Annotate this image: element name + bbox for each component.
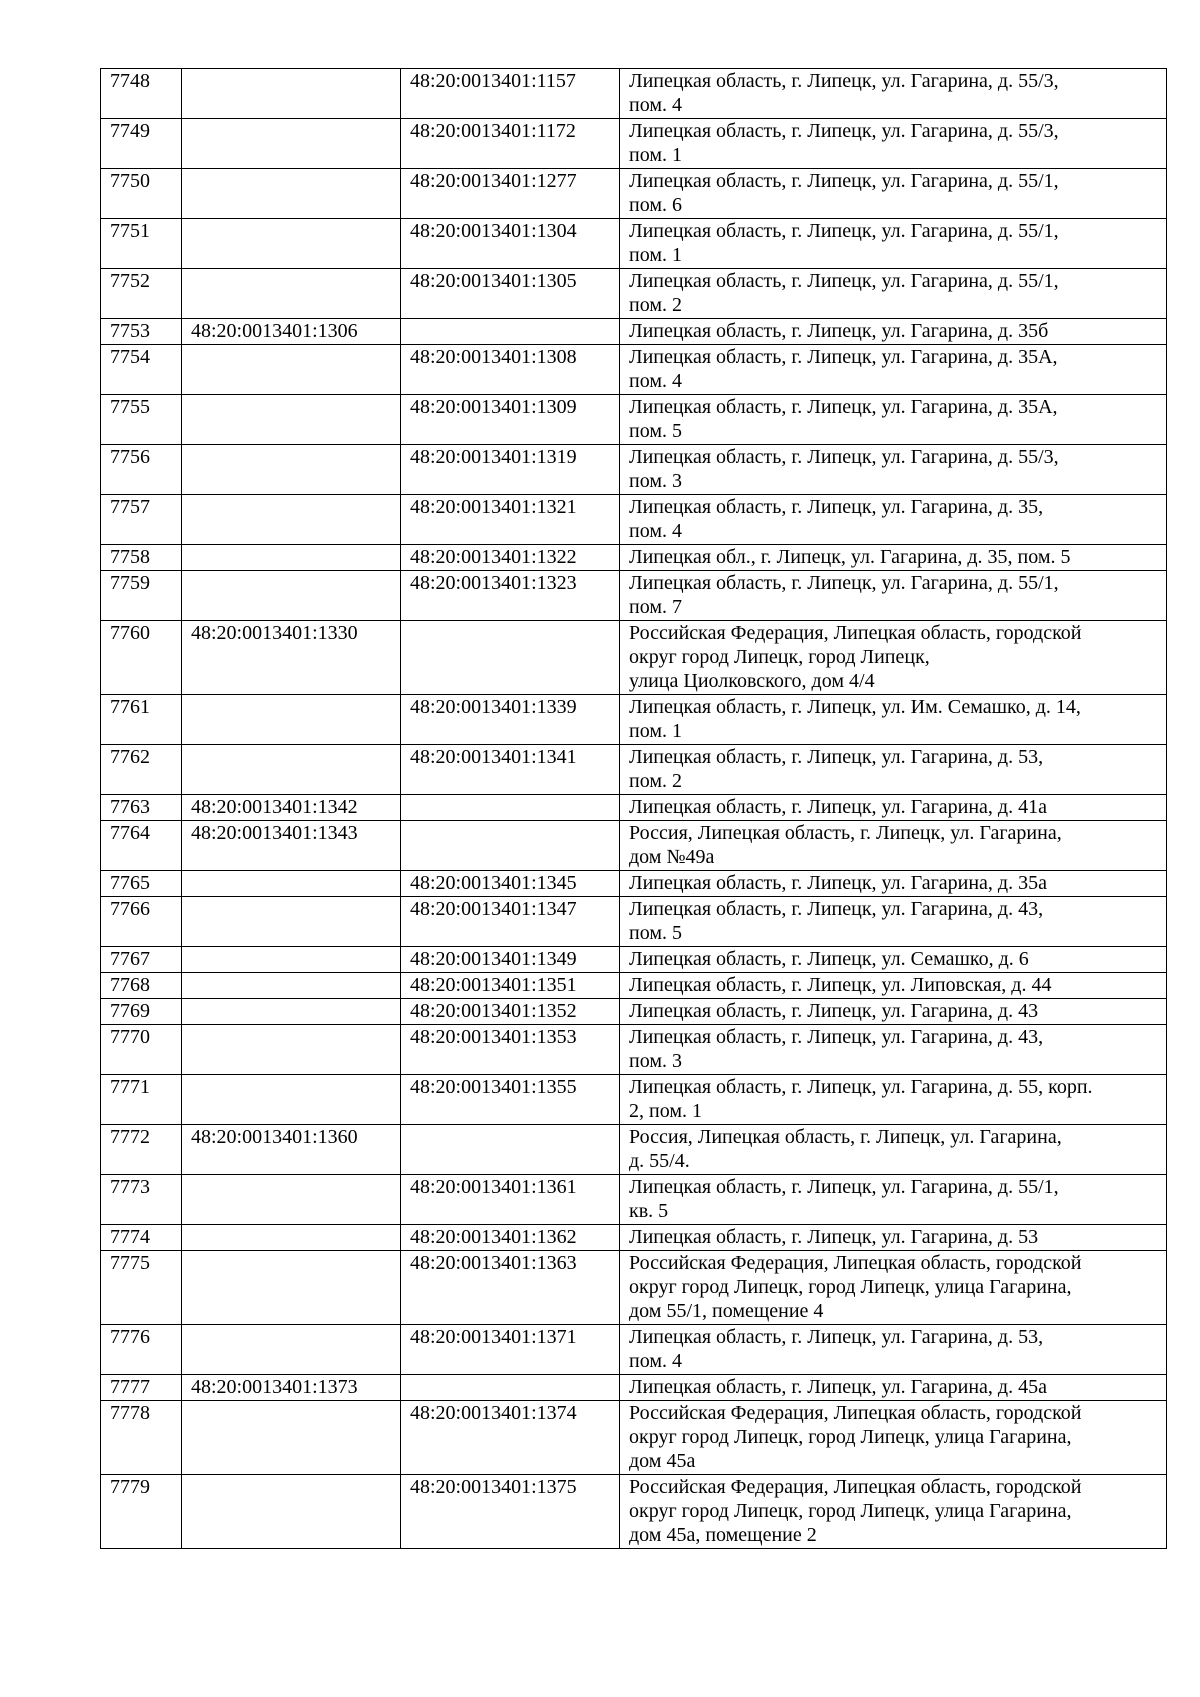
object-cadastral-number-cell: 48:20:0013401:1157 [401,69,620,119]
address-cell: Россия, Липецкая область, г. Липецк, ул. Гагарина, д. 55/4. [620,1125,1167,1175]
object-cadastral-number-cell: 48:20:0013401:1277 [401,169,620,219]
row-number-cell: 7760 [101,621,182,695]
table-row [101,269,1167,319]
object-cadastral-number-cell: 48:20:0013401:1353 [401,1025,620,1075]
table-row [101,1125,1167,1175]
row-number-cell: 7769 [101,999,182,1025]
table-row [101,821,1167,871]
row-number-cell: 7766 [101,897,182,947]
table-row [101,947,1167,973]
row-number-cell: 7775 [101,1251,182,1325]
object-cadastral-number-cell: 48:20:0013401:1362 [401,1225,620,1251]
land-cadastral-number-cell [182,571,401,621]
row-number-cell: 7772 [101,1125,182,1175]
table-row [101,69,1167,119]
land-cadastral-number-cell [182,1025,401,1075]
row-number-cell: 7767 [101,947,182,973]
table-row [101,621,1167,695]
row-number-cell: 7761 [101,695,182,745]
land-cadastral-number-cell [182,973,401,999]
object-cadastral-number-cell: 48:20:0013401:1304 [401,219,620,269]
object-cadastral-number-cell: 48:20:0013401:1355 [401,1075,620,1125]
address-cell: Липецкая область, г. Липецк, ул. Гагарина, д. 41а [620,795,1167,821]
land-cadastral-number-cell [182,1225,401,1251]
land-cadastral-number-cell [182,999,401,1025]
row-number-cell: 7751 [101,219,182,269]
object-cadastral-number-cell: 48:20:0013401:1322 [401,545,620,571]
row-number-cell: 7754 [101,345,182,395]
address-cell: Липецкая область, г. Липецк, ул. Семашко, д. 6 [620,947,1167,973]
address-cell: Российская Федерация, Липецкая область, городской округ город Липецк, город Липецк, улица Гагарина, дом 55/1, помещение 4 [620,1251,1167,1325]
address-cell: Липецкая область, г. Липецк, ул. Гагарина, д. 53, пом. 4 [620,1325,1167,1375]
land-cadastral-number-cell [182,897,401,947]
row-number-cell: 7779 [101,1475,182,1549]
row-number-cell: 7778 [101,1401,182,1475]
address-cell: Липецкая область, г. Липецк, ул. Гагарина, д. 55/1, пом. 7 [620,571,1167,621]
row-number-cell: 7768 [101,973,182,999]
land-cadastral-number-cell [182,269,401,319]
row-number-cell: 7773 [101,1175,182,1225]
table-row [101,571,1167,621]
row-number-cell: 7765 [101,871,182,897]
land-cadastral-number-cell [182,1175,401,1225]
address-cell: Липецкая область, г. Липецк, ул. Гагарина, д. 55/3, пом. 3 [620,445,1167,495]
row-number-cell: 7771 [101,1075,182,1125]
object-cadastral-number-cell: 48:20:0013401:1308 [401,345,620,395]
table-row [101,545,1167,571]
land-cadastral-number-cell [182,219,401,269]
address-cell: Липецкая область, г. Липецк, ул. Гагарина, д. 55/1, кв. 5 [620,1175,1167,1225]
object-cadastral-number-cell: 48:20:0013401:1363 [401,1251,620,1325]
address-cell: Липецкая область, г. Липецк, ул. Им. Семашко, д. 14, пом. 1 [620,695,1167,745]
land-cadastral-number-cell [182,445,401,495]
land-cadastral-number-cell [182,745,401,795]
table-row [101,119,1167,169]
table-row [101,319,1167,345]
table-row [101,897,1167,947]
object-cadastral-number-cell: 48:20:0013401:1351 [401,973,620,999]
address-cell: Российская Федерация, Липецкая область, городской округ город Липецк, город Липецк, улица Гагарина, дом 45а, помещение 2 [620,1475,1167,1549]
address-cell: Липецкая область, г. Липецк, ул. Гагарина, д. 55, корп. 2, пом. 1 [620,1075,1167,1125]
object-cadastral-number-cell: 48:20:0013401:1319 [401,445,620,495]
table-row [101,999,1167,1025]
object-cadastral-number-cell: 48:20:0013401:1341 [401,745,620,795]
address-cell: Липецкая область, г. Липецк, ул. Гагарина, д. 35а [620,871,1167,897]
address-cell: Липецкая область, г. Липецк, ул. Гагарина, д. 35б [620,319,1167,345]
land-cadastral-number-cell [182,169,401,219]
table-row [101,1475,1167,1549]
table-row [101,395,1167,445]
land-cadastral-number-cell [182,495,401,545]
object-cadastral-number-cell: 48:20:0013401:1361 [401,1175,620,1225]
row-number-cell: 7749 [101,119,182,169]
row-number-cell: 7753 [101,319,182,345]
object-cadastral-number-cell: 48:20:0013401:1323 [401,571,620,621]
object-cadastral-number-cell: 48:20:0013401:1172 [401,119,620,169]
table-row [101,871,1167,897]
object-cadastral-number-cell: 48:20:0013401:1321 [401,495,620,545]
address-cell: Липецкая область, г. Липецк, ул. Гагарина, д. 53 [620,1225,1167,1251]
row-number-cell: 7770 [101,1025,182,1075]
row-number-cell: 7748 [101,69,182,119]
land-cadastral-number-cell [182,1075,401,1125]
land-cadastral-number-cell [182,119,401,169]
land-cadastral-number-cell [182,695,401,745]
address-cell: Российская Федерация, Липецкая область, городской округ город Липецк, город Липецк, улица Гагарина, дом 45а [620,1401,1167,1475]
row-number-cell: 7763 [101,795,182,821]
row-number-cell: 7762 [101,745,182,795]
row-number-cell: 7758 [101,545,182,571]
land-cadastral-number-cell: 48:20:0013401:1306 [182,319,401,345]
address-cell: Липецкая область, г. Липецк, ул. Гагарина, д. 55/1, пом. 6 [620,169,1167,219]
table-row [101,1075,1167,1125]
address-cell: Липецкая область, г. Липецк, ул. Гагарина, д. 55/3, пом. 4 [620,69,1167,119]
address-cell: Липецкая область, г. Липецк, ул. Гагарина, д. 35А, пом. 5 [620,395,1167,445]
table-row [101,169,1167,219]
object-cadastral-number-cell: 48:20:0013401:1371 [401,1325,620,1375]
land-cadastral-number-cell [182,69,401,119]
address-cell: Липецкая область, г. Липецк, ул. Гагарина, д. 45а [620,1375,1167,1401]
object-cadastral-number-cell: 48:20:0013401:1374 [401,1401,620,1475]
land-cadastral-number-cell [182,1475,401,1549]
address-cell: Липецкая область, г. Липецк, ул. Гагарина, д. 43, пом. 5 [620,897,1167,947]
table-row [101,495,1167,545]
row-number-cell: 7756 [101,445,182,495]
land-cadastral-number-cell: 48:20:0013401:1342 [182,795,401,821]
land-cadastral-number-cell [182,1325,401,1375]
address-cell: Россия, Липецкая область, г. Липецк, ул. Гагарина, дом №49а [620,821,1167,871]
table-row [101,695,1167,745]
table-row [101,1225,1167,1251]
object-cadastral-number-cell [401,319,620,345]
table-row [101,795,1167,821]
table-row [101,345,1167,395]
object-cadastral-number-cell: 48:20:0013401:1349 [401,947,620,973]
address-cell: Липецкая область, г. Липецк, ул. Гагарина, д. 53, пом. 2 [620,745,1167,795]
row-number-cell: 7759 [101,571,182,621]
land-cadastral-number-cell [182,871,401,897]
object-cadastral-number-cell [401,1375,620,1401]
table-row [101,1375,1167,1401]
land-cadastral-number-cell [182,1401,401,1475]
address-cell: Липецкая область, г. Липецк, ул. Гагарина, д. 55/1, пом. 2 [620,269,1167,319]
object-cadastral-number-cell [401,821,620,871]
row-number-cell: 7774 [101,1225,182,1251]
registry-table-body [101,69,1167,1549]
row-number-cell: 7757 [101,495,182,545]
land-cadastral-number-cell [182,947,401,973]
row-number-cell: 7755 [101,395,182,445]
address-cell: Липецкая область, г. Липецк, ул. Липовская, д. 44 [620,973,1167,999]
object-cadastral-number-cell: 48:20:0013401:1339 [401,695,620,745]
land-cadastral-number-cell [182,1251,401,1325]
land-cadastral-number-cell: 48:20:0013401:1330 [182,621,401,695]
row-number-cell: 7776 [101,1325,182,1375]
land-cadastral-number-cell [182,345,401,395]
row-number-cell: 7752 [101,269,182,319]
table-row [101,445,1167,495]
address-cell: Липецкая область, г. Липецк, ул. Гагарина, д. 55/1, пом. 1 [620,219,1167,269]
row-number-cell: 7777 [101,1375,182,1401]
object-cadastral-number-cell [401,795,620,821]
object-cadastral-number-cell: 48:20:0013401:1305 [401,269,620,319]
object-cadastral-number-cell [401,621,620,695]
land-cadastral-number-cell: 48:20:0013401:1373 [182,1375,401,1401]
address-cell: Российская Федерация, Липецкая область, городской округ город Липецк, город Липецк, улица Циолковского, дом 4/4 [620,621,1167,695]
land-cadastral-number-cell: 48:20:0013401:1360 [182,1125,401,1175]
land-cadastral-number-cell [182,395,401,445]
registry-table [100,68,1167,1549]
object-cadastral-number-cell [401,1125,620,1175]
row-number-cell: 7764 [101,821,182,871]
table-row [101,1251,1167,1325]
table-row [101,1325,1167,1375]
address-cell: Липецкая область, г. Липецк, ул. Гагарина, д. 35А, пом. 4 [620,345,1167,395]
address-cell: Липецкая область, г. Липецк, ул. Гагарина, д. 35, пом. 4 [620,495,1167,545]
object-cadastral-number-cell: 48:20:0013401:1309 [401,395,620,445]
table-row [101,219,1167,269]
object-cadastral-number-cell: 48:20:0013401:1375 [401,1475,620,1549]
table-row [101,973,1167,999]
object-cadastral-number-cell: 48:20:0013401:1352 [401,999,620,1025]
table-row [101,1175,1167,1225]
table-row [101,745,1167,795]
address-cell: Липецкая область, г. Липецк, ул. Гагарина, д. 55/3, пом. 1 [620,119,1167,169]
land-cadastral-number-cell [182,545,401,571]
address-cell: Липецкая область, г. Липецк, ул. Гагарина, д. 43, пом. 3 [620,1025,1167,1075]
object-cadastral-number-cell: 48:20:0013401:1345 [401,871,620,897]
address-cell: Липецкая область, г. Липецк, ул. Гагарина, д. 43 [620,999,1167,1025]
table-row [101,1025,1167,1075]
table-row [101,1401,1167,1475]
land-cadastral-number-cell: 48:20:0013401:1343 [182,821,401,871]
object-cadastral-number-cell: 48:20:0013401:1347 [401,897,620,947]
address-cell: Липецкая обл., г. Липецк, ул. Гагарина, д. 35, пом. 5 [620,545,1167,571]
row-number-cell: 7750 [101,169,182,219]
